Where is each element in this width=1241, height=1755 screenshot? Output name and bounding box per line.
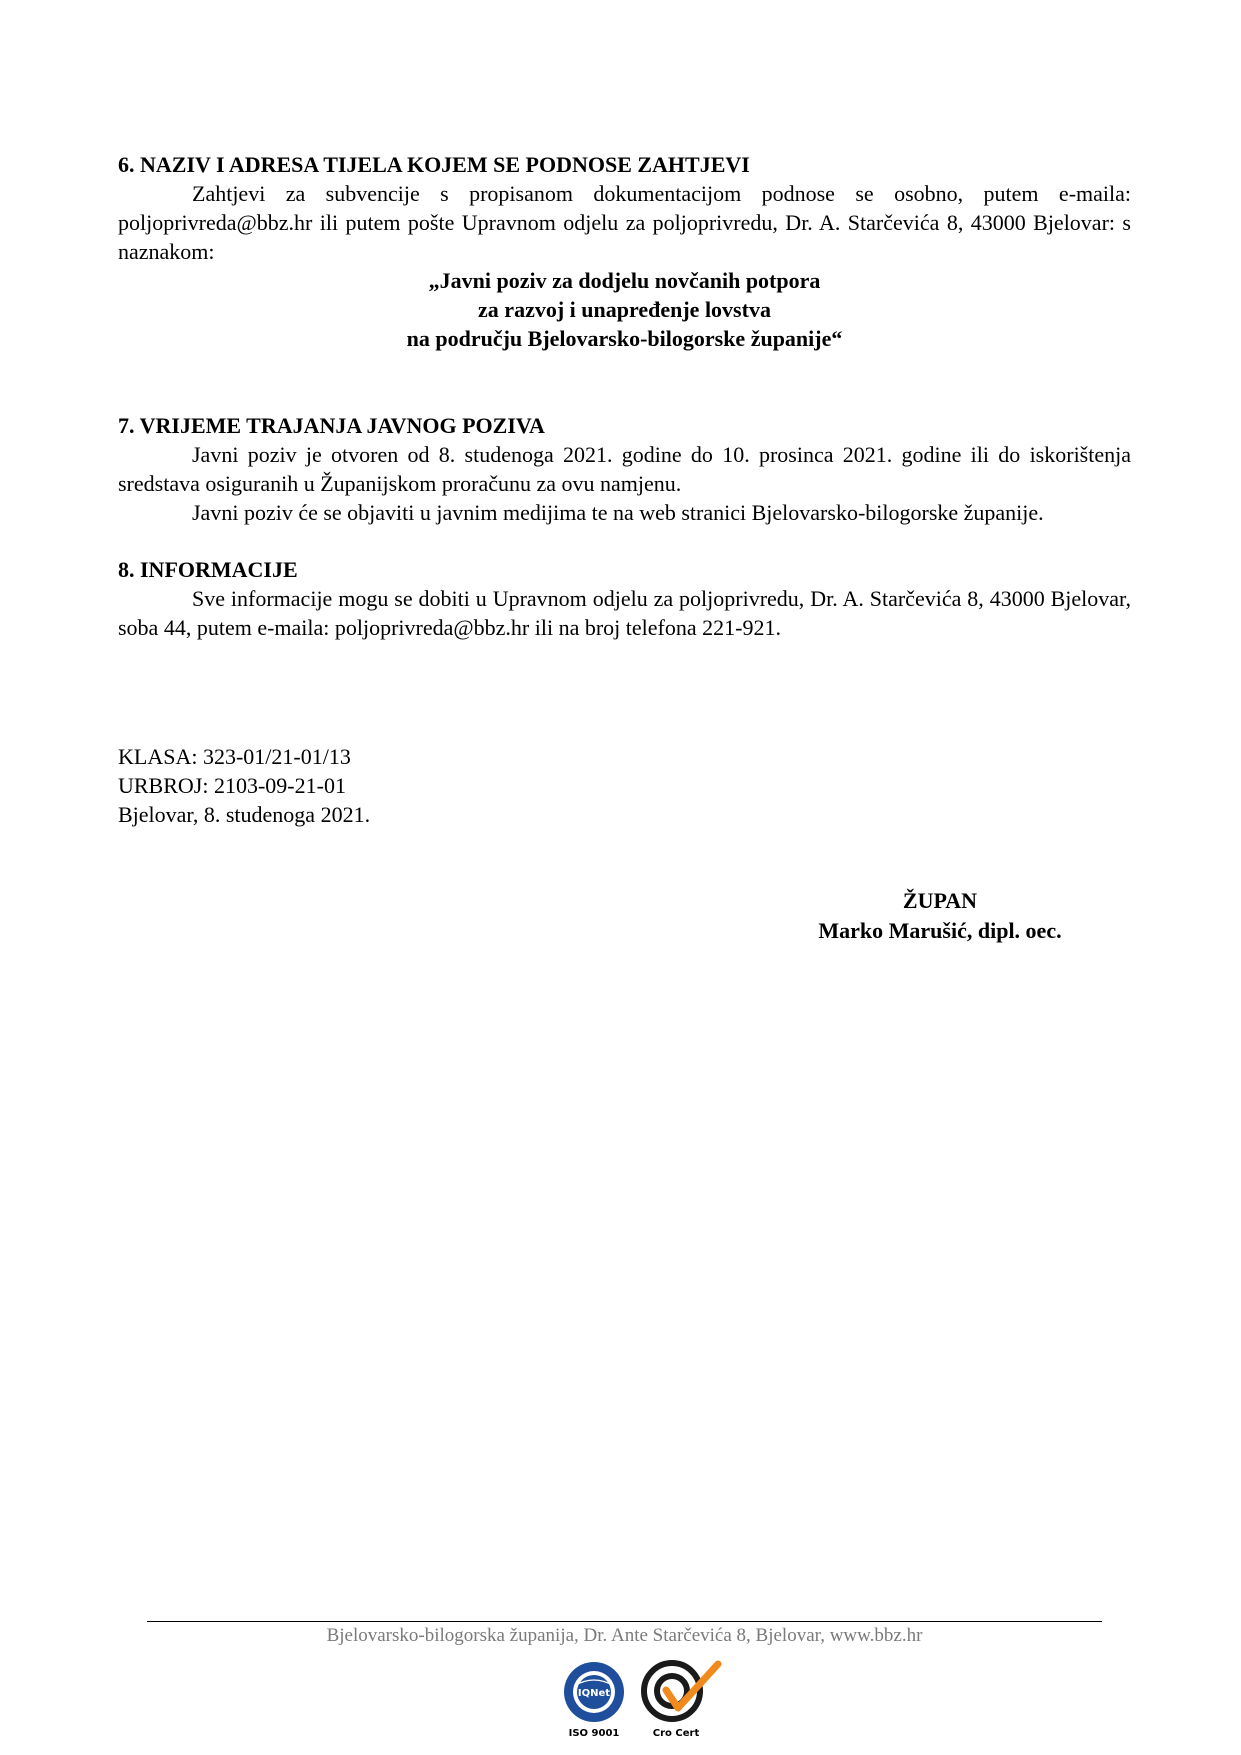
iqnet-text: IQNet bbox=[577, 1688, 611, 1699]
section-8-paragraph: Sve informacije mogu se dobiti u Upravnom odjelu za poljoprivredu, Dr. A. Starčevića 8, 43000 Bjelovar, soba 44, putem e-maila: poljoprivreda@bbz.hr ili na broj telefona 221-921. bbox=[118, 586, 1131, 640]
iqnet-iso-icon bbox=[560, 1660, 628, 1738]
cro-cert-caption: Cro Cert bbox=[652, 1728, 700, 1738]
section-8-heading: 8. INFORMACIJE bbox=[118, 557, 298, 582]
footer-address: Bjelovarsko-bilogorska županija, Dr. Ante Starčevića 8, Bjelovar, www.bbz.hr bbox=[326, 1625, 923, 1646]
klasa: KLASA: 323-01/21-01/13 bbox=[118, 744, 351, 769]
urbroj: URBROJ: 2103-09-21-01 bbox=[118, 773, 346, 798]
section-6 bbox=[118, 150, 1131, 353]
signature-block bbox=[780, 886, 1100, 946]
place-date: Bjelovar, 8. studenoga 2021. bbox=[118, 802, 371, 827]
section-7 bbox=[118, 411, 1131, 527]
section-7-heading: 7. VRIJEME TRAJANJA JAVNOG POZIVA bbox=[118, 413, 545, 438]
section-7-paragraph-1: Javni poziv je otvoren od 8. studenoga 2021. godine do 10. prosinca 2021. godine ili do iskorištenja sredstava osiguranih u Županijskom proračunu za ovu namjenu. bbox=[118, 442, 1131, 496]
call-title-line-2: za razvoj i unapređenje lovstva bbox=[478, 297, 771, 322]
iso-caption: ISO 9001 bbox=[568, 1728, 620, 1738]
cro-cert-icon bbox=[636, 1660, 724, 1738]
signature-title: ŽUPAN bbox=[902, 888, 978, 913]
call-title-line-1: „Javni poziv za dodjelu novčanih potpora bbox=[428, 268, 821, 293]
section-6-heading: 6. NAZIV I ADRESA TIJELA KOJEM SE PODNOSE ZAHTJEVI bbox=[118, 152, 750, 177]
section-7-paragraph-2: Javni poziv će se objaviti u javnim medijima te na web stranici Bjelovarsko-bilogorske županije. bbox=[192, 500, 1044, 525]
signature-name: Marko Marušić, dipl. oec. bbox=[818, 918, 1062, 943]
footer-divider bbox=[147, 1621, 1102, 1622]
call-title-quote bbox=[118, 266, 1131, 353]
section-6-paragraph: Zahtjevi za subvencije s propisanom dokumentacijom podnose se osobno, putem e-maila: poljoprivreda@bbz.hr ili putem pošte Upravnom odjelu za poljoprivredu, Dr. A. Starčevića 8, 43000 Bjelovar: s naznakom: bbox=[118, 181, 1131, 264]
document-meta bbox=[118, 742, 1131, 829]
call-title-line-3: na području Bjelovarsko-bilogorske županije“ bbox=[406, 326, 843, 351]
document-body bbox=[118, 150, 1131, 829]
certification-logos bbox=[560, 1660, 720, 1740]
section-8 bbox=[118, 555, 1131, 642]
